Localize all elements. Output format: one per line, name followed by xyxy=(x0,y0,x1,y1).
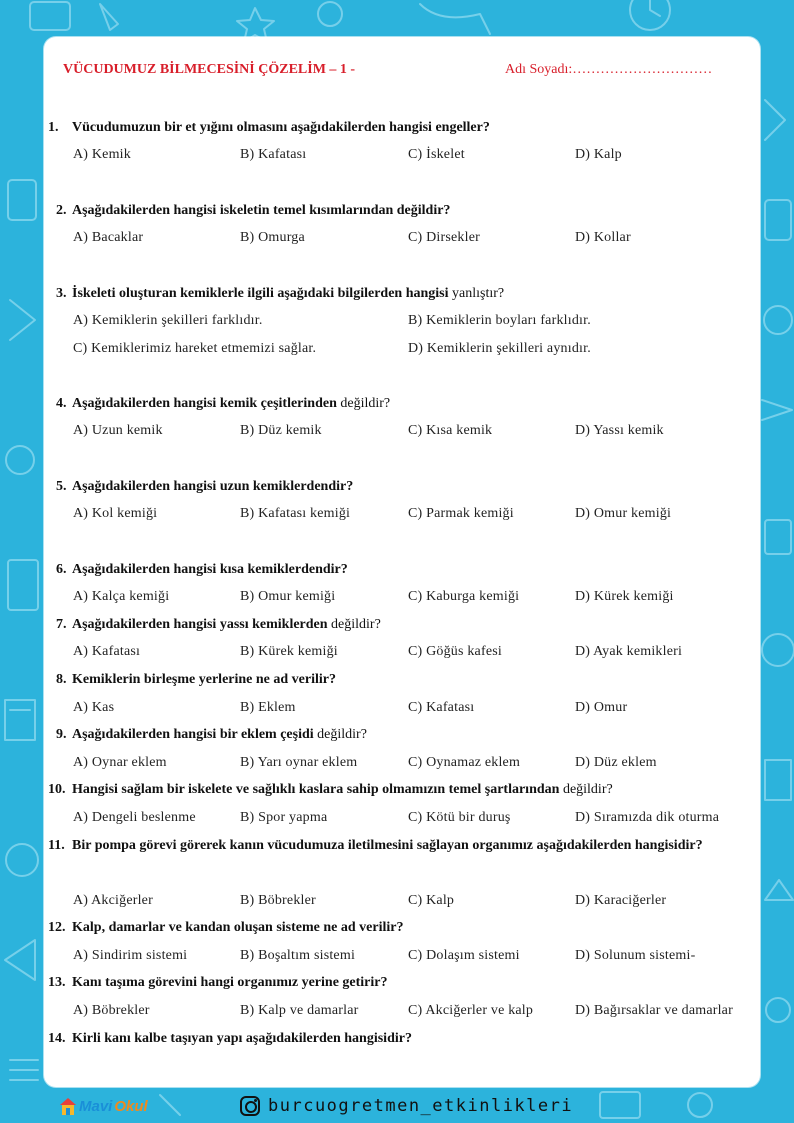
option-a: A) Kafatası xyxy=(73,644,141,659)
option-c: C) Dirsekler xyxy=(408,230,480,245)
question-14 xyxy=(48,1031,748,1047)
school-icon xyxy=(59,1096,77,1116)
question-text: Hangisi sağlam bir iskelete ve sağlıklı kaslara sahip olmamızın temel şartlarından xyxy=(72,782,560,797)
pencil-doodle xyxy=(100,4,118,30)
option-d: D) Düz eklem xyxy=(575,755,657,770)
question-number: 5. xyxy=(56,479,67,494)
option-c: C) Kötü bir duruş xyxy=(408,810,511,825)
option-b: B) Omurga xyxy=(240,230,305,245)
question-number: 4. xyxy=(56,396,67,411)
option-c: C) Dolaşım sistemi xyxy=(408,948,520,963)
option-a: A) Kol kemiği xyxy=(73,506,158,521)
question-number: 9. xyxy=(56,727,67,742)
option-b: B) Kalp ve damarlar xyxy=(240,1003,359,1018)
handle-text: burcuogretmen_etkinlikleri xyxy=(268,1096,574,1116)
option-b: B) Düz kemik xyxy=(240,423,322,438)
option-c: C) Kısa kemik xyxy=(408,423,493,438)
question-12 xyxy=(48,920,748,936)
option-b: B) Böbrekler xyxy=(240,893,316,908)
option-c: C) Kaburga kemiği xyxy=(408,589,520,604)
question-number: 13. xyxy=(48,975,66,990)
mavi-okul-logo xyxy=(59,1094,148,1118)
option-c: C) İskelet xyxy=(408,147,465,162)
instagram-icon xyxy=(240,1096,260,1116)
option-c: C) Kemiklerimiz hareket etmemizi sağlar. xyxy=(73,341,317,356)
option-c: C) Kalp xyxy=(408,893,455,908)
question-number: 11. xyxy=(48,838,65,853)
question-13 xyxy=(48,975,748,991)
option-a: A) Akciğerler xyxy=(73,893,153,908)
option-c: C) Oynamaz eklem xyxy=(408,755,521,770)
logo-text-okul: Okul xyxy=(114,1097,148,1115)
option-c: C) Akciğerler ve kalp xyxy=(408,1003,534,1018)
question-text: Aşağıdakilerden hangisi kısa kemiklerdendir? xyxy=(72,562,348,577)
question-text: Kalp, damarlar ve kandan oluşan sisteme ne ad verilir? xyxy=(72,920,404,935)
flask-doodle xyxy=(318,2,342,26)
option-b: B) Boşaltım sistemi xyxy=(240,948,356,963)
question-number: 3. xyxy=(56,286,67,301)
option-d: D) Kollar xyxy=(575,230,631,245)
option-d: D) Ayak kemikleri xyxy=(575,644,683,659)
option-d: D) Omur kemiği xyxy=(575,506,672,521)
question-text: İskeleti oluşturan kemiklerle ilgili aşağıdaki bilgilerden hangisi xyxy=(72,286,449,301)
question-text: Bir pompa görevi görerek kanın vücudumuza iletilmesini sağlayan organımız aşağıdakilerden hangisidir? xyxy=(72,838,703,853)
question-text: Kemiklerin birleşme yerlerine ne ad verilir? xyxy=(72,672,336,687)
question-number: 10. xyxy=(48,782,66,797)
option-a: A) Oynar eklem xyxy=(73,755,167,770)
name-field-label: Adı Soyadı:………………………… xyxy=(505,62,713,77)
question-2 xyxy=(56,203,756,219)
option-a: A) Kalça kemiği xyxy=(73,589,170,604)
option-b: B) Omur kemiği xyxy=(240,589,336,604)
instagram-handle[interactable] xyxy=(240,1094,573,1118)
question-number: 6. xyxy=(56,562,67,577)
option-a: A) Böbrekler xyxy=(73,1003,150,1018)
option-a: A) Bacaklar xyxy=(73,230,144,245)
question-number: 8. xyxy=(56,672,67,687)
option-b: B) Kafatası xyxy=(240,147,307,162)
option-d: D) Kalp xyxy=(575,147,622,162)
question-5 xyxy=(56,479,756,495)
question-8 xyxy=(56,672,756,688)
question-number: 14. xyxy=(48,1031,66,1046)
question-text: Aşağıdakilerden hangisi uzun kemiklerdendir? xyxy=(72,479,354,494)
question-tail: değildir? xyxy=(327,617,381,632)
question-tail: yanlıştır? xyxy=(448,286,505,301)
worksheet-title: VÜCUDUMUZ BİLMECESİNİ ÇÖZELİM – 1 - xyxy=(63,62,356,77)
option-d: D) Bağırsaklar ve damarlar xyxy=(575,1003,733,1018)
question-text: Aşağıdakilerden hangisi kemik çeşitlerinden xyxy=(72,396,337,411)
question-7 xyxy=(56,617,756,633)
option-b: B) Kafatası kemiği xyxy=(240,506,351,521)
question-4 xyxy=(56,396,756,412)
option-b: B) Yarı oynar eklem xyxy=(240,755,358,770)
question-text: Aşağıdakilerden hangisi iskeletin temel kısımlarından değildir? xyxy=(72,203,451,218)
option-d: D) Karaciğerler xyxy=(575,893,667,908)
question-1 xyxy=(48,120,748,136)
option-d: D) Yassı kemik xyxy=(575,423,664,438)
option-d: D) Sıramızda dik oturma xyxy=(575,810,720,825)
question-text: Kirli kanı kalbe taşıyan yapı aşağıdakilerden hangisidir? xyxy=(72,1031,412,1046)
question-3 xyxy=(56,286,756,302)
option-d: D) Kemiklerin şekilleri aynıdır. xyxy=(408,341,591,356)
option-c: C) Kafatası xyxy=(408,700,475,715)
question-10 xyxy=(48,782,748,798)
option-d: D) Omur xyxy=(575,700,628,715)
question-tail: değildir? xyxy=(559,782,613,797)
question-tail: değildir? xyxy=(313,727,367,742)
option-b: B) Kürek kemiği xyxy=(240,644,338,659)
option-a: A) Dengeli beslenme xyxy=(73,810,196,825)
logo-text-mavi: Mavi xyxy=(79,1097,113,1115)
question-11 xyxy=(48,832,738,859)
option-a: A) Kemiklerin şekilleri farklıdır. xyxy=(73,313,263,328)
question-tail: değildir? xyxy=(336,396,391,411)
option-b: B) Eklem xyxy=(240,700,296,715)
question-6 xyxy=(56,562,756,578)
option-d: D) Solunum sistemi- xyxy=(575,948,696,963)
option-c: C) Parmak kemiği xyxy=(408,506,514,521)
question-number: 1. xyxy=(48,120,59,135)
option-c: C) Göğüs kafesi xyxy=(408,644,502,659)
option-a: A) Uzun kemik xyxy=(73,423,163,438)
option-b: B) Spor yapma xyxy=(240,810,328,825)
option-b: B) Kemiklerin boyları farklıdır. xyxy=(408,313,591,328)
question-9 xyxy=(56,727,756,743)
question-number: 7. xyxy=(56,617,67,632)
question-text: Kanı taşıma görevini hangi organımız yerine getirir? xyxy=(72,975,388,990)
option-d: D) Kürek kemiği xyxy=(575,589,674,604)
book-doodle-2 xyxy=(420,4,490,34)
question-text: Aşağıdakilerden hangisi yassı kemiklerden xyxy=(72,617,328,632)
question-number: 12. xyxy=(48,920,66,935)
option-a: A) Kemik xyxy=(73,147,131,162)
option-a: A) Kas xyxy=(73,700,115,715)
question-text: Vücudumuzun bir et yığını olmasını aşağıdakilerden hangisi engeller? xyxy=(72,120,490,135)
question-text: Aşağıdakilerden hangisi bir eklem çeşidi xyxy=(72,727,314,742)
book-doodle xyxy=(30,2,70,30)
question-number: 2. xyxy=(56,203,67,218)
option-a: A) Sindirim sistemi xyxy=(73,948,188,963)
